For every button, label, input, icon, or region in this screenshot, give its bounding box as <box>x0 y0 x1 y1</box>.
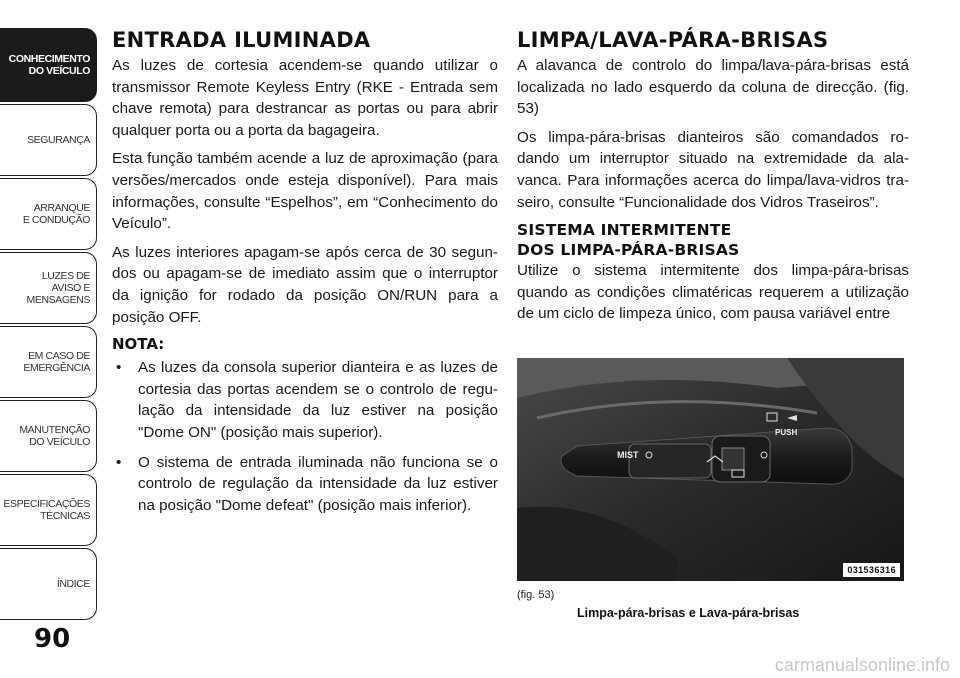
tab-indice[interactable]: ÍNDICE <box>0 548 97 620</box>
paragraph: A alavanca de controlo do limpa/lava-pára-brisas está localizada no lado esquerdo da coluna de direcção. (fig. 53) <box>517 57 909 118</box>
tab-luzes-de-aviso[interactable]: LUZES DE AVISO E MENSAGENS <box>0 252 97 324</box>
page-number: 90 <box>34 624 71 654</box>
tab-manutencao-do-veiculo[interactable]: MANUTENÇÃO DO VEÍCULO <box>0 400 97 472</box>
paragraph: Os limpa-pára-brisas dianteiros são comandados ro-dando um interruptor situado na extremidade da ala-vanca. Para informações acerca do limpa/lava-vidros tra-seiro, consulte “Funcionalidade dos Vidros Traseiros”. <box>517 128 909 211</box>
tab-arranque-e-conducao[interactable]: ARRANQUE E CONDUÇÃO <box>0 178 97 250</box>
mist-label: MIST <box>617 450 639 460</box>
figure-caption: Limpa-pára-brisas e Lava-pára-brisas <box>577 606 800 620</box>
note-label: NOTA: <box>112 335 165 354</box>
paragraph: Esta função também acende a luz de aproximação (para versões/mercados onde esteja disponível). Para mais informações, consulte “Espelhos”, em “Conhecimento do Veículo”. <box>112 150 498 233</box>
figure-code: 031536316 <box>843 563 900 577</box>
left-column <box>112 28 498 524</box>
note-item: • As luzes da consola superior dianteira e as luzes de cortesia das portas acendem se o controlo de regu-lação da intensidade da luz estiver na posição "Dome ON" (posição mais superior). <box>112 357 498 443</box>
tab-em-caso-de-emergencia[interactable]: EM CASO DE EMERGÊNCIA <box>0 326 97 398</box>
subheading-sistema-intermitente: SISTEMA INTERMITENTE DOS LIMPA-PÁRA-BRISAS <box>517 221 740 260</box>
section-heading-entrada-iluminada: ENTRADA ILUMINADA <box>112 28 371 52</box>
wiper-stalk-illustration <box>517 358 904 581</box>
note-list <box>112 357 498 516</box>
paragraph: As luzes interiores apagam-se após cerca de 30 segun-dos ou apagam-se de imediato assim que o interruptor da ignição for rodado da posição ON/RUN para a posição OFF. <box>112 243 498 326</box>
watermark: carmanualsonline.info <box>774 655 950 675</box>
tab-conhecimento-do-veiculo[interactable]: CONHECIMENTO DO VEÍCULO <box>0 28 97 102</box>
paragraph: Utilize o sistema intermitente dos limpa-pára-brisas quando as condições climatéricas requerem a utilização de um ciclo de limpeza único, com pausa variável entre <box>517 262 909 323</box>
paragraph: As luzes de cortesia acendem-se quando utilizar o transmissor Remote Keyless Entry (RKE - Entrada sem chave remota) para destrancar as portas ou para abrir qualquer porta ou a porta da bagageira. <box>112 57 498 139</box>
section-heading-limpa-lava: LIMPA/LAVA-PÁRA-BRISAS <box>517 28 829 52</box>
push-label: PUSH <box>775 428 798 437</box>
tab-especificacoes-tecnicas[interactable]: ESPECIFICAÇÕES TÉCNICAS <box>0 474 97 546</box>
tab-seguranca[interactable]: SEGURANÇA <box>0 104 97 176</box>
right-column <box>517 28 909 332</box>
figure-wiper-stalk <box>517 358 904 581</box>
note-item: • O sistema de entrada iluminada não funciona se o controlo de regulação da intensidade da luz estiver na posição "Dome defeat" (posição mais inferior). <box>112 452 498 517</box>
figure-reference: (fig. 53) <box>517 589 555 601</box>
